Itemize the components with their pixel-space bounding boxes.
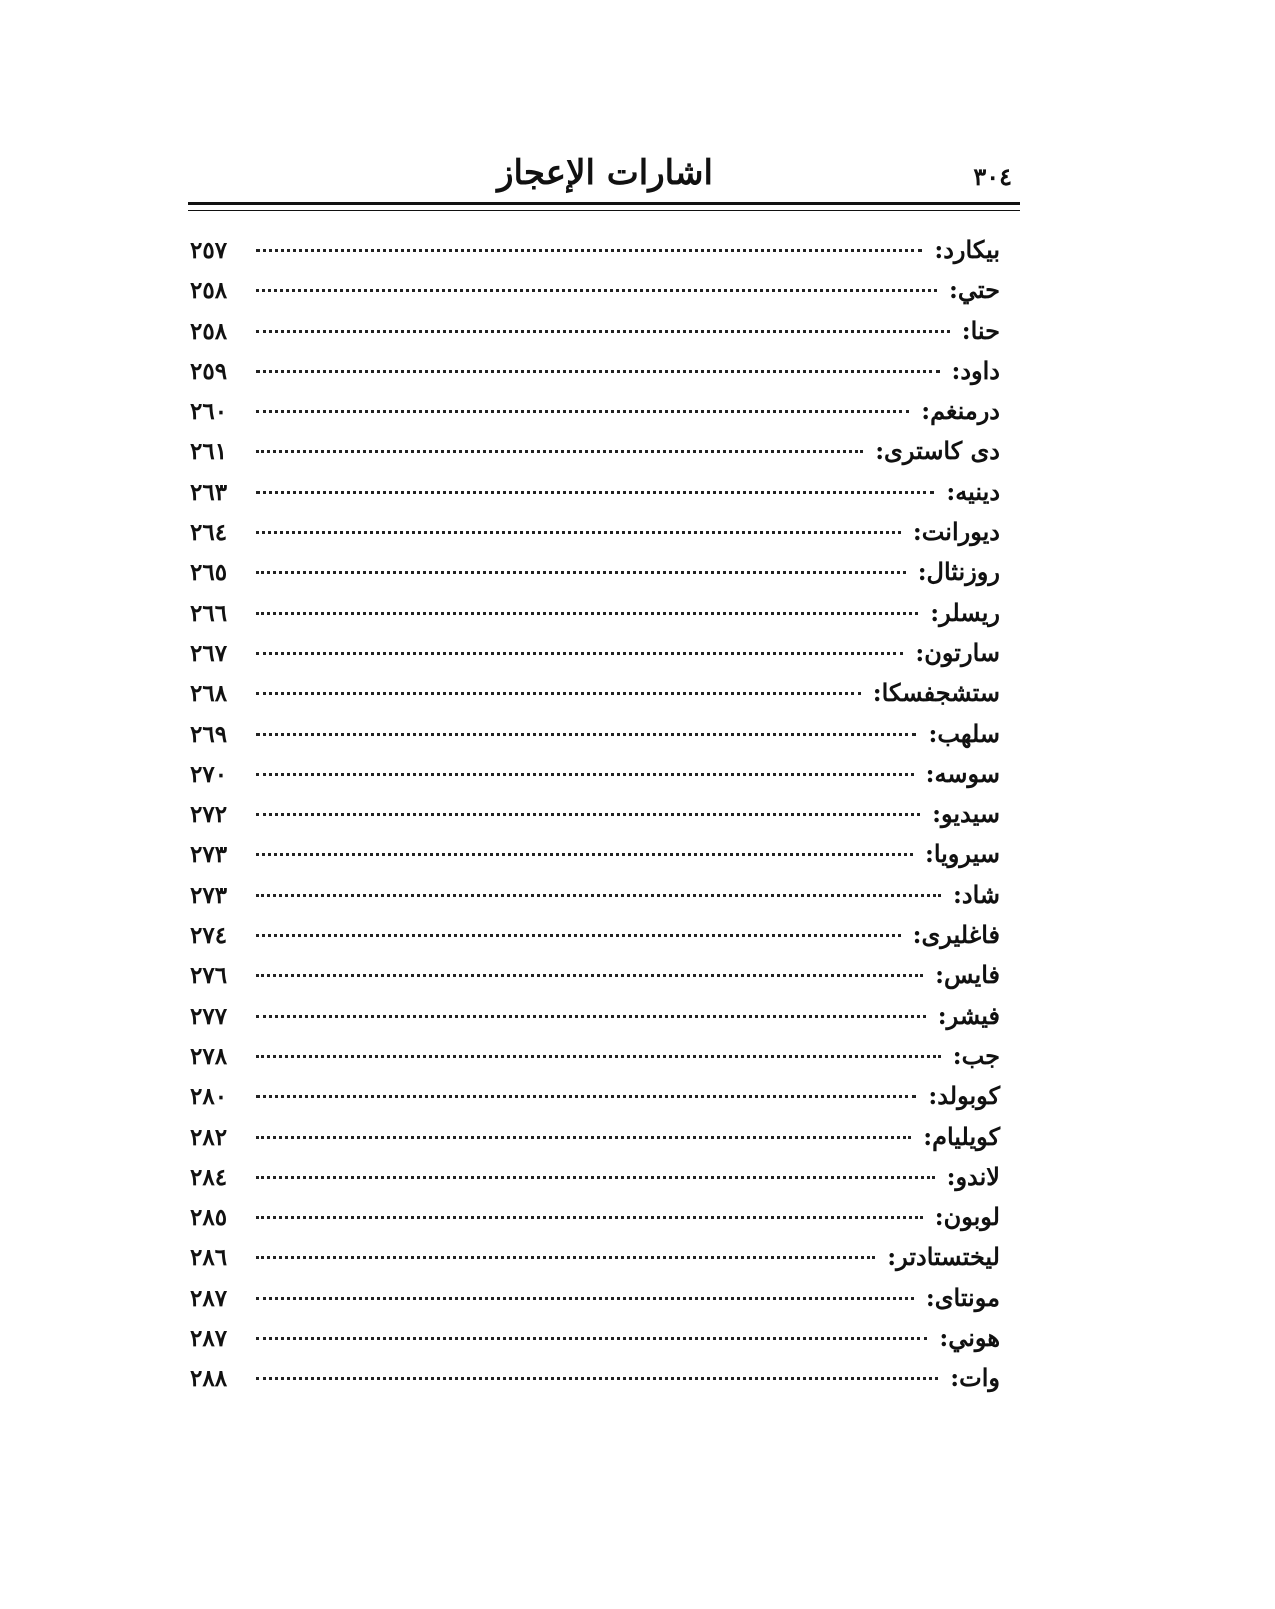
index-entry bbox=[190, 1318, 1000, 1358]
entry-page-number: ٢٧٨ bbox=[190, 1042, 228, 1070]
entry-page-number: ٢٨٦ bbox=[190, 1244, 228, 1272]
entry-term: دى كاسترى: bbox=[875, 436, 1000, 466]
index-entry bbox=[190, 593, 1000, 633]
entry-page-number: ٢٥٨ bbox=[190, 277, 228, 305]
entry-term: روزنثال: bbox=[917, 557, 1000, 587]
index-entry bbox=[190, 512, 1000, 552]
entry-page-number: ٢٦١ bbox=[190, 438, 228, 466]
entry-term: دينيه: bbox=[946, 476, 1000, 506]
entry-term: سلهب: bbox=[928, 718, 1000, 748]
entry-term: مونتاى: bbox=[925, 1282, 1000, 1312]
index-entry bbox=[190, 1157, 1000, 1197]
dot-leader bbox=[256, 289, 937, 292]
index-entry bbox=[190, 1117, 1000, 1157]
entry-term: فيشر: bbox=[937, 1000, 1000, 1030]
entry-page-number: ٢٥٩ bbox=[190, 357, 228, 385]
entry-term: ريسلر: bbox=[930, 597, 1000, 627]
entry-page-number: ٢٥٨ bbox=[190, 317, 228, 345]
index-entry bbox=[190, 673, 1000, 713]
dot-leader bbox=[256, 249, 922, 252]
dot-leader bbox=[256, 853, 913, 856]
entry-term: جب: bbox=[952, 1040, 1000, 1070]
dot-leader bbox=[256, 652, 903, 655]
dot-leader bbox=[256, 1015, 926, 1018]
dot-leader bbox=[256, 1377, 938, 1380]
entry-page-number: ٢٧٧ bbox=[190, 1002, 228, 1030]
entry-term: كوبولد: bbox=[928, 1081, 1000, 1111]
entry-page-number: ٢٦٩ bbox=[190, 720, 228, 748]
entry-term: حتي: bbox=[949, 275, 1000, 305]
dot-leader bbox=[256, 1297, 914, 1300]
entry-term: فايس: bbox=[935, 960, 1000, 990]
entry-page-number: ٢٧٤ bbox=[190, 922, 228, 950]
entry-term: فاغليرى: bbox=[912, 920, 1000, 950]
entry-term: سوسه: bbox=[925, 758, 1000, 788]
dot-leader bbox=[256, 1095, 916, 1098]
dot-leader bbox=[256, 1216, 923, 1219]
dot-leader bbox=[256, 934, 901, 937]
dot-leader bbox=[256, 1136, 911, 1139]
entry-page-number: ٢٦٠ bbox=[190, 398, 228, 426]
entry-page-number: ٢٥٧ bbox=[190, 237, 228, 264]
entry-page-number: ٢٨٢ bbox=[190, 1123, 228, 1151]
entry-term: ليختستادتر: bbox=[887, 1242, 1000, 1272]
entry-page-number: ٢٦٧ bbox=[190, 639, 228, 667]
index-entry bbox=[190, 794, 1000, 834]
entry-page-number: ٢٨٥ bbox=[190, 1204, 228, 1232]
dot-leader bbox=[256, 571, 906, 574]
dot-leader bbox=[256, 410, 909, 413]
dot-leader bbox=[256, 733, 916, 736]
index-entry bbox=[190, 714, 1000, 754]
entry-term: درمنغم: bbox=[921, 396, 1000, 426]
entry-page-number: ٢٦٣ bbox=[190, 478, 228, 506]
index-entry bbox=[190, 391, 1000, 431]
entry-term: شاد: bbox=[953, 879, 1000, 909]
entry-page-number: ٢٦٨ bbox=[190, 680, 228, 708]
index-list bbox=[190, 230, 1000, 1399]
index-entry bbox=[190, 875, 1000, 915]
index-entry bbox=[190, 1358, 1000, 1398]
entry-term: سيديو: bbox=[932, 799, 1000, 829]
dot-leader bbox=[256, 531, 901, 534]
index-entry bbox=[190, 1076, 1000, 1116]
dot-leader bbox=[256, 330, 950, 333]
index-entry bbox=[190, 311, 1000, 351]
entry-page-number: ٢٧٢ bbox=[190, 801, 228, 829]
index-entry bbox=[190, 552, 1000, 592]
dot-leader bbox=[256, 1337, 927, 1340]
entry-page-number: ٢٨٧ bbox=[190, 1284, 228, 1312]
entry-page-number: ٢٨٠ bbox=[190, 1083, 228, 1111]
dot-leader bbox=[256, 450, 863, 453]
index-entry bbox=[190, 1278, 1000, 1318]
page-number: ٣٠٤ bbox=[973, 162, 1012, 191]
dot-leader bbox=[256, 894, 941, 897]
entry-page-number: ٢٦٦ bbox=[190, 599, 228, 627]
index-entry bbox=[190, 915, 1000, 955]
entry-term: سيرويا: bbox=[924, 839, 1000, 869]
index-entry bbox=[190, 955, 1000, 995]
entry-term: حنا: bbox=[961, 315, 1000, 345]
index-entry bbox=[190, 1237, 1000, 1277]
entry-term: هوني: bbox=[939, 1323, 1000, 1353]
index-entry bbox=[190, 1036, 1000, 1076]
dot-leader bbox=[256, 773, 914, 776]
dot-leader bbox=[256, 491, 934, 494]
entry-page-number: ٢٦٤ bbox=[190, 519, 228, 547]
entry-page-number: ٢٨٤ bbox=[190, 1163, 228, 1191]
index-entry bbox=[190, 472, 1000, 512]
header-rule-thick bbox=[188, 202, 1020, 205]
entry-page-number: ٢٧٠ bbox=[190, 760, 228, 788]
index-entry bbox=[190, 1197, 1000, 1237]
header-rule-thin bbox=[188, 210, 1020, 211]
running-header bbox=[190, 150, 1020, 200]
index-entry bbox=[190, 230, 1000, 270]
index-entry bbox=[190, 834, 1000, 874]
dot-leader bbox=[256, 1055, 941, 1058]
entry-page-number: ٢٧٣ bbox=[190, 881, 228, 909]
dot-leader bbox=[256, 813, 920, 816]
entry-term: لاندو: bbox=[946, 1161, 1000, 1191]
entry-term: لوبون: bbox=[934, 1202, 1000, 1232]
dot-leader bbox=[256, 692, 861, 695]
index-entry bbox=[190, 431, 1000, 471]
entry-term: داود: bbox=[951, 355, 1000, 385]
entry-term: وات: bbox=[950, 1363, 1000, 1393]
index-entry bbox=[190, 996, 1000, 1036]
entry-term: بيكارد: bbox=[934, 235, 1000, 264]
running-title: اشارات الإعجاز bbox=[497, 153, 713, 193]
entry-term: ستشجفسكا: bbox=[872, 678, 1000, 708]
entry-page-number: ٢٧٦ bbox=[190, 962, 228, 990]
entry-term: كويليام: bbox=[923, 1121, 1000, 1151]
entry-page-number: ٢٨٨ bbox=[190, 1365, 228, 1393]
index-entry bbox=[190, 351, 1000, 391]
index-entry bbox=[190, 754, 1000, 794]
dot-leader bbox=[256, 974, 923, 977]
entry-page-number: ٢٨٧ bbox=[190, 1325, 228, 1353]
entry-term: سارتون: bbox=[915, 637, 1000, 667]
dot-leader bbox=[256, 1176, 935, 1179]
dot-leader bbox=[256, 1256, 875, 1259]
entry-page-number: ٢٦٥ bbox=[190, 559, 228, 587]
index-entry bbox=[190, 633, 1000, 673]
entry-term: ديورانت: bbox=[912, 517, 1000, 547]
dot-leader bbox=[256, 612, 918, 615]
entry-page-number: ٢٧٣ bbox=[190, 841, 228, 869]
index-entry bbox=[190, 270, 1000, 310]
dot-leader bbox=[256, 370, 940, 373]
